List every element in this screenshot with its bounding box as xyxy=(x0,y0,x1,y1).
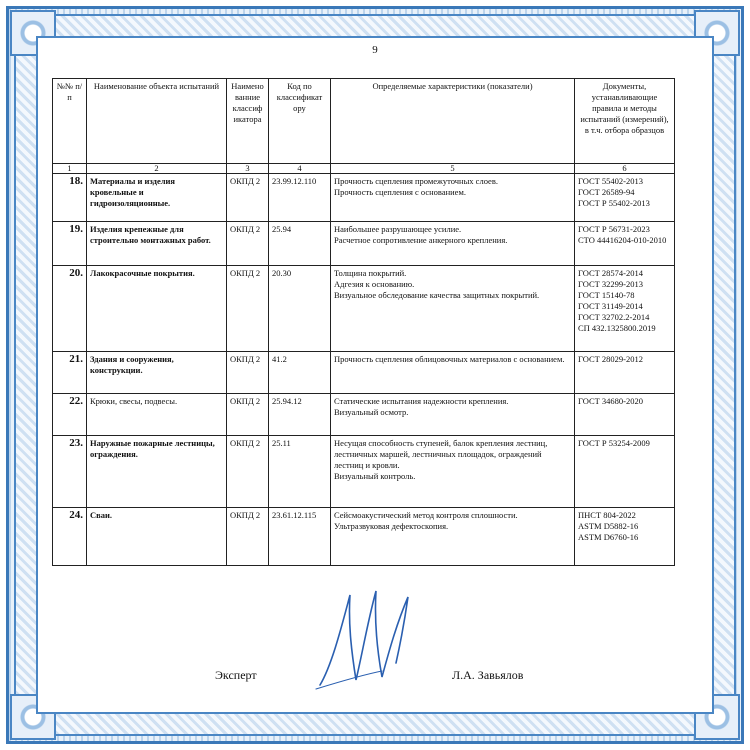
classifier-code: 25.11 xyxy=(269,436,331,508)
characteristic: Толщина покрытий. xyxy=(334,268,407,278)
table-header-row xyxy=(53,79,675,164)
document: ГОСТ Р 55402-2013 xyxy=(578,198,650,208)
classifier-name: ОКПД 2 xyxy=(227,436,269,508)
characteristic: Сейсмоакустический метод контроля сплошности. xyxy=(334,510,518,520)
object-name: Изделия крепежные для строительно монтажных работ. xyxy=(87,222,227,266)
table-row xyxy=(53,352,675,394)
characteristic: Визуальное обследование качества защитных покрытий. xyxy=(334,290,540,300)
characteristics-cell xyxy=(331,508,575,566)
row-number: 21. xyxy=(53,352,87,394)
classifier-name: ОКПД 2 xyxy=(227,394,269,436)
document: ГОСТ Р 56731-2023 xyxy=(578,224,650,234)
object-name: Наружные пожарные лестницы, ограждения. xyxy=(87,436,227,508)
characteristic: Визуальный осмотр. xyxy=(334,407,409,417)
document: ГОСТ 28029-2012 xyxy=(578,354,644,364)
classifier-code: 23.61.12.115 xyxy=(269,508,331,566)
document: ГОСТ 28574-2014 xyxy=(578,268,644,278)
characteristics-cell xyxy=(331,266,575,352)
documents-cell xyxy=(575,222,675,266)
documents-cell xyxy=(575,394,675,436)
row-number: 19. xyxy=(53,222,87,266)
classifier-code: 20.30 xyxy=(269,266,331,352)
documents-cell xyxy=(575,352,675,394)
row-number: 22. xyxy=(53,394,87,436)
table-row xyxy=(53,174,675,222)
header-characteristics: Определяемые характеристики (показатели) xyxy=(331,79,575,164)
document: ASTM D5882-16 xyxy=(578,521,639,531)
classifier-name: ОКПД 2 xyxy=(227,508,269,566)
document: ГОСТ 32702.2-2014 xyxy=(578,312,650,322)
characteristic: Адгезия к основанию. xyxy=(334,279,415,289)
object-name: Сваи. xyxy=(87,508,227,566)
document: СП 432.1325800.2019 xyxy=(578,323,656,333)
characteristic: Наибольшее разрушающее усилие. xyxy=(334,224,462,234)
document: ГОСТ 34680-2020 xyxy=(578,396,644,406)
classifier-code: 25.94 xyxy=(269,222,331,266)
row-number: 24. xyxy=(53,508,87,566)
classifier-code: 25.94.12 xyxy=(269,394,331,436)
object-name: Здания и сооружения, конструкции. xyxy=(87,352,227,394)
document: ГОСТ 32299-2013 xyxy=(578,279,644,289)
header-object-name: Наименование объекта испытаний xyxy=(87,79,227,164)
document: ГОСТ 55402-2013 xyxy=(578,176,644,186)
characteristic: Прочность сцепления промежуточных слоев. xyxy=(334,176,498,186)
characteristic: Несущая способность ступеней, балок крепления лестниц, лестничных маршей, лестничных площадок, ограждений лестниц и кровли. xyxy=(334,438,548,470)
row-number: 18. xyxy=(53,174,87,222)
expert-label: Эксперт xyxy=(215,668,257,682)
column-number-row xyxy=(53,164,675,174)
classifier-code: 23.99.12.110 xyxy=(269,174,331,222)
column-number: 6 xyxy=(575,164,675,174)
object-name: Лакокрасочные покрытия. xyxy=(87,266,227,352)
classifier-name: ОКПД 2 xyxy=(227,266,269,352)
characteristics-cell xyxy=(331,352,575,394)
document: ГОСТ 26589-94 xyxy=(578,187,635,197)
document: ГОСТ 31149-2014 xyxy=(578,301,643,311)
accreditation-scope-table xyxy=(52,78,675,566)
characteristic: Прочность сцепления облицовочных материалов с основанием. xyxy=(334,354,565,364)
classifier-name: ОКПД 2 xyxy=(227,222,269,266)
object-name: Материалы и изделия кровельные и гидроизоляционные. xyxy=(87,174,227,222)
row-number: 20. xyxy=(53,266,87,352)
classifier-name: ОКПД 2 xyxy=(227,174,269,222)
header-classifier: Наимено ванние классиф икатора xyxy=(227,79,269,164)
characteristic: Ультразвуковая дефектоскопия. xyxy=(334,521,449,531)
document: СТО 44416204-010-2010 xyxy=(578,235,667,245)
documents-cell xyxy=(575,508,675,566)
classifier-name: ОКПД 2 xyxy=(227,352,269,394)
table-row xyxy=(53,394,675,436)
row-number: 23. xyxy=(53,436,87,508)
characteristics-cell xyxy=(331,394,575,436)
table-row xyxy=(53,222,675,266)
column-number: 4 xyxy=(269,164,331,174)
handwritten-signature xyxy=(312,585,422,695)
column-number: 1 xyxy=(53,164,87,174)
characteristics-cell xyxy=(331,222,575,266)
characteristic: Расчетное сопротивление анкерного крепления. xyxy=(334,235,508,245)
characteristic: Прочность сцепления с основанием. xyxy=(334,187,466,197)
classifier-code: 41.2 xyxy=(269,352,331,394)
documents-cell xyxy=(575,436,675,508)
document: ASTM D6760-16 xyxy=(578,532,639,542)
header-documents: Документы, устанавливающие правила и методы испытаний (измерений), в т.ч. отбора образцов xyxy=(575,79,675,164)
document: ГОСТ Р 53254-2009 xyxy=(578,438,650,448)
document: ГОСТ 15140-78 xyxy=(578,290,635,300)
characteristic: Статические испытания надежности крепления. xyxy=(334,396,509,406)
column-number: 3 xyxy=(227,164,269,174)
expert-name: Л.А. Завьялов xyxy=(452,668,524,682)
object-name: Крюки, свесы, подвесы. xyxy=(87,394,227,436)
characteristic: Визуальный контроль. xyxy=(334,471,416,481)
characteristics-cell xyxy=(331,436,575,508)
document: ПНСТ 804-2022 xyxy=(578,510,636,520)
header-number: №№ п/п xyxy=(53,79,87,164)
documents-cell xyxy=(575,266,675,352)
column-number: 2 xyxy=(87,164,227,174)
column-number: 5 xyxy=(331,164,575,174)
table-row xyxy=(53,508,675,566)
page-number: 9 xyxy=(372,44,378,56)
characteristics-cell xyxy=(331,174,575,222)
table-row xyxy=(53,436,675,508)
table-row xyxy=(53,266,675,352)
header-code: Код по классификат ору xyxy=(269,79,331,164)
documents-cell xyxy=(575,174,675,222)
